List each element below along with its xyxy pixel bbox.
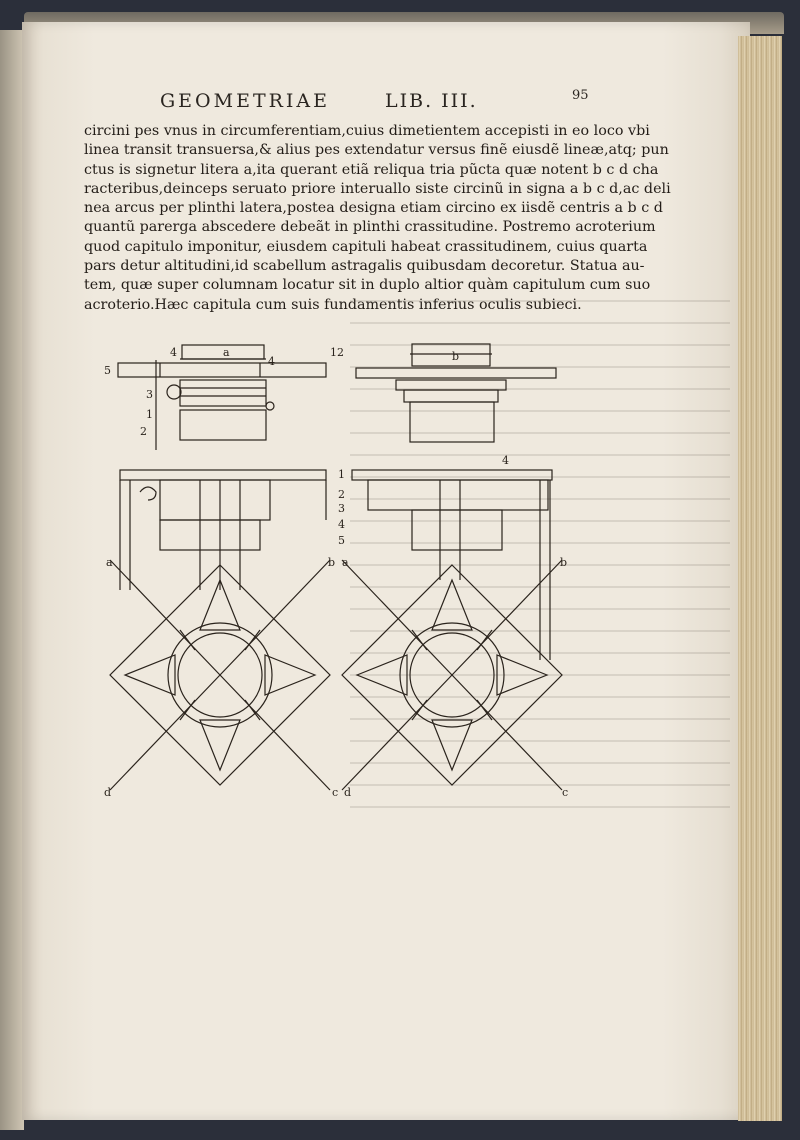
text-line: pars detur altitudini,id scabellum astragalis quibusdam decoretur. Statua au- <box>84 258 645 275</box>
fig-label: c <box>332 786 339 799</box>
fig-label: a <box>106 556 113 569</box>
fig-label: 4 <box>170 346 177 359</box>
text-line: acroterio.Hæc capitula cum suis fundamentis inferius oculis subieci. <box>84 296 582 313</box>
text-line: circini pes vnus in circumferentiam,cuius dimetientem accepisti in eo loco vbi <box>84 123 650 139</box>
fig-label: 5 <box>104 364 111 377</box>
fig-label: 4 <box>268 355 275 368</box>
text-line: quod capitulo imponitur, eiusdem capituli habeat crassitudinem, cuius quarta <box>84 238 648 255</box>
fig-label: a <box>342 556 349 569</box>
fig-label: c <box>562 786 569 799</box>
running-header <box>160 90 760 114</box>
fig-label: 2 <box>140 425 147 438</box>
running-head-title: GEOMETRIAE <box>160 90 331 112</box>
text-line: quantũ parerga abscedere debeãt in plinthi crassitudine. Postremo acroterium <box>84 219 656 236</box>
text-line: ctus is signetur litera a,ita querant etiã reliqua tria pũcta quæ notent b c d cha <box>84 161 659 178</box>
capital-woodcut-figure <box>100 330 580 800</box>
fig-label: 1 <box>338 468 345 481</box>
woodcut-drawing <box>100 330 580 800</box>
fig-label: 2 <box>338 488 345 501</box>
fig-label: 12 <box>330 346 344 359</box>
left-page-edge <box>0 30 24 1130</box>
page-number: 95 <box>572 88 589 103</box>
text-line: tem, quæ super columnam locatur sit in duplo altior quàm capitulum cum suo <box>84 277 651 294</box>
fig-label: a <box>223 346 230 359</box>
fig-label: 5 <box>338 534 345 547</box>
page-fore-edge <box>738 36 782 1121</box>
fig-label: 3 <box>146 388 153 401</box>
text-line: racteribus,deinceps seruato priore interuallo siste circinũ in signa a b c d,ac deli <box>84 180 671 197</box>
right-capital-plan <box>342 470 562 790</box>
fig-label: 4 <box>502 454 509 467</box>
fig-label: 1 <box>146 408 153 421</box>
fig-label: 4 <box>338 518 345 531</box>
left-capital-plan <box>110 470 330 790</box>
fig-label: b <box>328 556 336 569</box>
text-line: linea transit transuersa,& alius pes extendatur versus finẽ eiusdẽ lineæ,atq; pun <box>84 142 669 159</box>
book-number: LIB. III. <box>385 90 478 112</box>
fig-label: 3 <box>338 502 345 515</box>
body-text <box>84 122 671 315</box>
fig-label: b <box>560 556 568 569</box>
fig-label: b <box>452 350 460 363</box>
text-line: nea arcus per plinthi latera,postea designa etiam circino ex iisdẽ centris a b c d <box>84 200 663 217</box>
fig-label: d <box>344 786 352 799</box>
fig-label: d <box>104 786 112 799</box>
